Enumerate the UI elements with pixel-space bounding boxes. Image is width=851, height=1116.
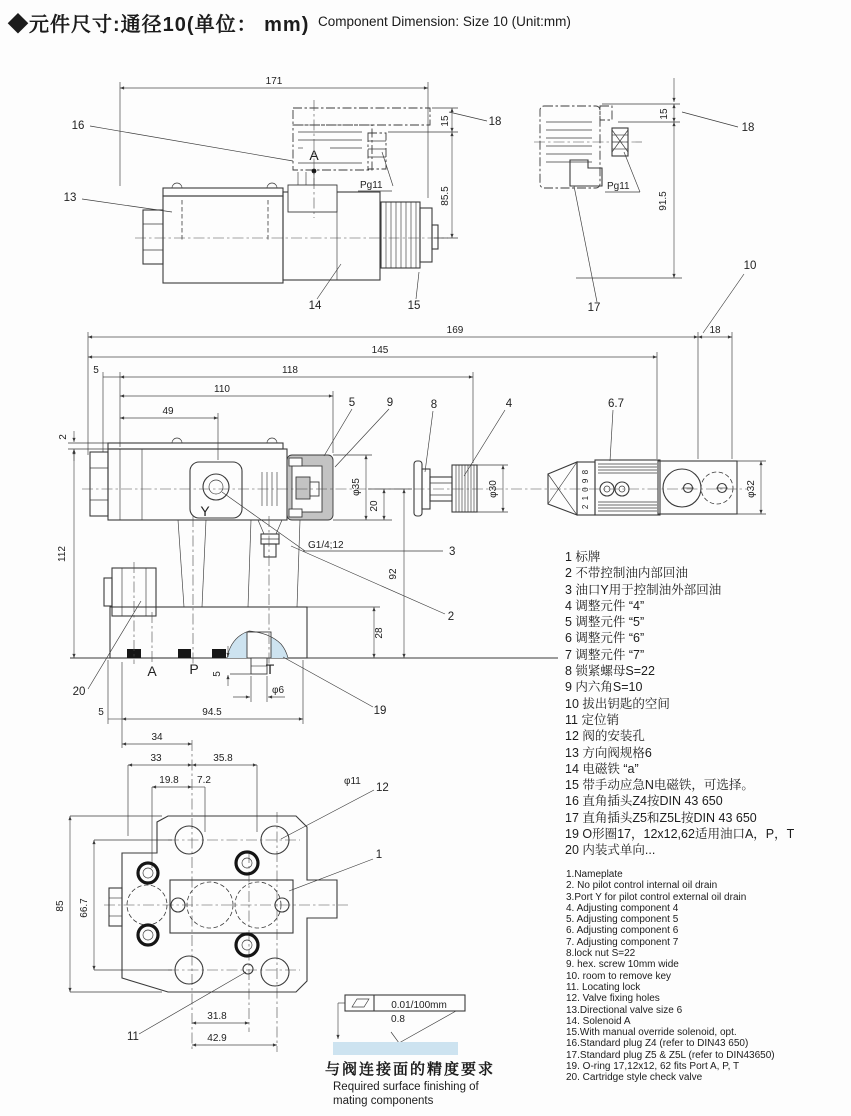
port-label-t: T	[265, 661, 275, 677]
dim-15-side: 15	[440, 115, 451, 127]
dim-5-left: 5	[93, 365, 99, 376]
dim-112: 112	[57, 546, 68, 562]
callout-11: 11	[127, 1031, 139, 1043]
dim-31-8: 31.8	[207, 1011, 227, 1022]
roughness-value: 0.8	[391, 1014, 405, 1025]
dim-94-5: 94.5	[202, 707, 222, 718]
parts-zh-item: 19 O形圈17，12x12,62适用油口A，P，T	[565, 827, 795, 842]
dim-28: 28	[374, 627, 385, 639]
parts-en-item: 6. Adjusting component 6	[566, 925, 679, 937]
dim-dia32: φ32	[746, 480, 757, 498]
knob-scale-digits: 2 1 0 9 8	[581, 468, 590, 510]
port-label-y: Y	[200, 503, 210, 519]
dim-169: 169	[446, 325, 464, 336]
callout-12: 12	[376, 782, 389, 794]
parts-zh-item: 17 直角插头Z5和Z5L按DIN 43 650	[565, 810, 757, 825]
dim-34: 34	[151, 732, 163, 743]
parts-en-item: 17.Standard plug Z5 & Z5L (refer to DIN43650)	[566, 1049, 775, 1061]
port-label-p: P	[189, 661, 199, 677]
dim-7-2: 7.2	[197, 775, 211, 786]
parts-zh-item: 8 锁紧螺母S=22	[565, 664, 655, 679]
plug-view-drawing	[534, 78, 754, 314]
dim-35-8: 35.8	[213, 753, 233, 764]
callout-15: 15	[407, 300, 421, 312]
surface-note-en-line1: Required surface finishing of	[333, 1081, 479, 1093]
parts-zh-item: 15 带手动应急N电磁铁，可选择。	[565, 778, 754, 793]
dim-110: 110	[214, 384, 230, 395]
parts-en-item: 5. Adjusting component 5	[566, 914, 679, 926]
pg11-label-plug: Pg11	[607, 181, 630, 192]
dim-91-5: 91.5	[658, 191, 669, 211]
parts-en-item: 1.Nameplate	[566, 869, 623, 880]
parts-en-item: 12. Valve fixing holes	[566, 993, 660, 1005]
dim-2: 2	[58, 434, 69, 440]
parts-zh-item: 4 调整元件 “4”	[565, 598, 645, 613]
parts-zh-item: 16 直角插头Z4按DIN 43 650	[565, 794, 723, 809]
dim-118: 118	[282, 365, 298, 376]
flatness-icon	[352, 999, 369, 1007]
parts-list-en	[566, 869, 775, 1084]
parts-zh-item: 1 标牌	[565, 550, 601, 564]
parts-en-item: 15.With manual override solenoid, opt.	[566, 1027, 737, 1039]
dim-19-8: 19.8	[159, 775, 179, 786]
parts-en-item: 8.lock nut S=22	[566, 948, 636, 960]
parts-list-zh	[565, 549, 794, 859]
bottom-view-drawing	[55, 732, 389, 1052]
parts-zh-item: 9 内六角S=10	[565, 680, 643, 695]
parts-zh-item: 10 拔出钥匙的空间	[565, 696, 670, 711]
dim-dia11: φ11	[344, 776, 361, 787]
dim-dia35: φ35	[351, 478, 362, 496]
surface-note-zh: 与阀连接面的精度要求	[325, 1061, 496, 1078]
surface-finish-symbols	[333, 995, 465, 1055]
callout-8: 8	[430, 399, 438, 411]
parts-zh-item: 13 方向阀规格6	[565, 745, 652, 760]
parts-en-item: 14. Solenoid A	[566, 1015, 631, 1027]
parts-zh-item: 7 调整元件 “7”	[565, 647, 645, 662]
parts-en-item: 16.Standard plug Z4 (refer to DIN43 650)	[566, 1038, 749, 1050]
parts-en-item: 10. room to remove key	[566, 970, 672, 982]
parts-en-item: 19. O-ring 17,12x12, 62 fits Port A, P, T	[566, 1061, 740, 1073]
callout-9: 9	[386, 397, 394, 409]
dim-dia6: φ6	[272, 685, 285, 696]
parts-zh-item: 2 不带控制油内部回油	[565, 566, 688, 581]
parts-en-item: 9. hex. screw 10mm wide	[566, 959, 679, 971]
parts-zh-item: 11 定位销	[565, 712, 619, 727]
dim-85-5: 85.5	[440, 186, 451, 206]
dim-5-bottom: 5	[98, 707, 104, 718]
dim-145: 145	[371, 345, 389, 356]
callout-18-right: 18	[741, 122, 755, 134]
page-title-en: Component Dimension: Size 10 (Unit:mm)	[318, 14, 571, 29]
parts-en-item: 4. Adjusting component 4	[566, 902, 679, 914]
parts-zh-item: 6 调整元件 “6”	[565, 631, 645, 646]
dim-66-7: 66.7	[79, 898, 90, 918]
callout-14: 14	[308, 300, 322, 312]
callout-17: 17	[587, 302, 601, 314]
page-title-zh: ◆元件尺寸:通径10(单位： mm)	[8, 14, 310, 36]
g14-port-label: G1/4;12	[308, 540, 344, 551]
callout-4: 4	[505, 398, 513, 410]
callout-19: 19	[373, 705, 387, 717]
parts-en-item: 13.Directional valve size 6	[566, 1004, 683, 1016]
dim-42-9: 42.9	[207, 1033, 227, 1044]
dim-33: 33	[150, 753, 162, 764]
parts-en-item: 7. Adjusting component 7	[566, 936, 679, 948]
callout-5: 5	[348, 397, 356, 409]
callout-6-7: 6.7	[608, 398, 624, 410]
surface-note-en	[333, 1081, 479, 1108]
dim-dia30: φ30	[488, 480, 499, 498]
parts-zh-item: 5 调整元件 “5”	[565, 615, 645, 630]
parts-en-item: 3.Port Y for pilot control external oil drain	[566, 891, 747, 903]
side-view-drawing	[64, 76, 502, 312]
parts-zh-item: 14 电磁铁 “a”	[565, 761, 639, 776]
callout-1: 1	[375, 849, 383, 861]
dim-15-plug: 15	[659, 108, 670, 120]
dim-49: 49	[162, 406, 174, 417]
callout-20: 20	[72, 686, 86, 698]
parts-en-item: 20. Cartridge style check valve	[566, 1072, 703, 1084]
pg11-label: Pg11	[360, 180, 383, 191]
callout-3: 3	[449, 546, 456, 558]
parts-zh-item: 3 油口Y用于控制油外部回油	[565, 582, 722, 597]
callout-13: 13	[63, 192, 77, 204]
parts-en-item: 11. Locating lock	[566, 981, 641, 993]
dim-92: 92	[388, 568, 399, 580]
callout-18-left: 18	[488, 116, 502, 128]
surface-note-en-line2: mating components	[333, 1094, 434, 1107]
port-label-a: A	[147, 663, 157, 679]
dim-85: 85	[55, 900, 66, 912]
callout-2: 2	[447, 611, 455, 623]
dim-18: 18	[709, 325, 721, 336]
callout-10: 10	[743, 260, 757, 272]
dim-171: 171	[265, 76, 283, 87]
parts-zh-item: 12 阀的安装孔	[565, 729, 645, 744]
view-label-a: A	[309, 147, 319, 163]
dim-20: 20	[369, 500, 380, 512]
flatness-value: 0.01/100mm	[391, 1000, 447, 1011]
dim-5-seal: 5	[212, 671, 223, 677]
parts-zh-item: 20 内装式单向...	[565, 843, 656, 858]
parts-en-item: 2. No pilot control internal oil drain	[566, 880, 718, 892]
callout-16: 16	[71, 120, 85, 132]
